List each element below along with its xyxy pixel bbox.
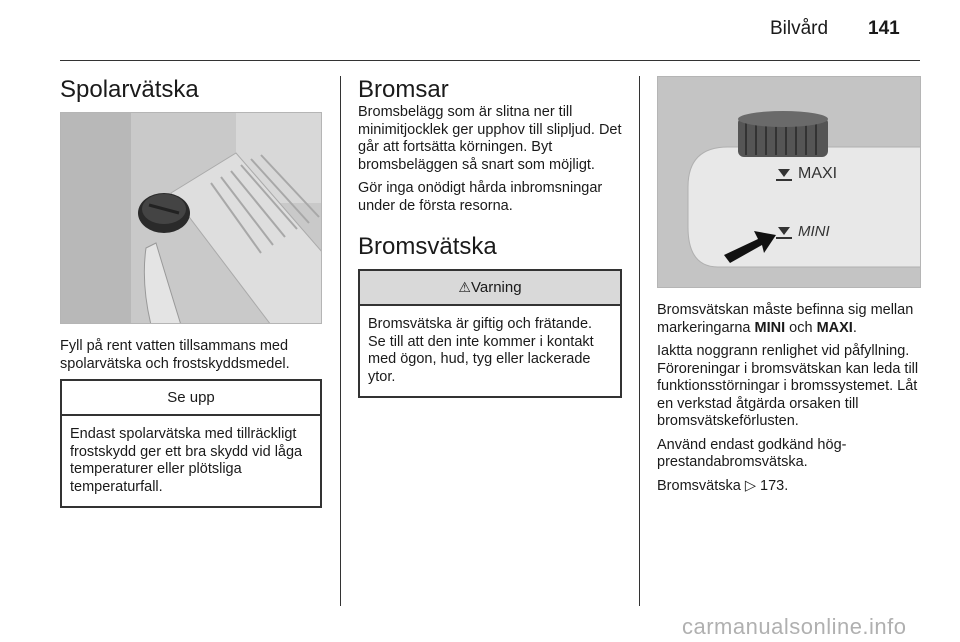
caution-title: Se upp — [62, 381, 320, 416]
mini-mark: MINI — [754, 319, 786, 336]
brakes-paragraph-2: Gör inga onödigt hårda inbromsningar under de första resorna. — [358, 180, 603, 214]
maxi-label: MAXI — [798, 165, 838, 182]
column-washer-fluid — [60, 76, 322, 508]
page-number: 141 — [868, 18, 900, 39]
page-reference — [657, 478, 921, 496]
caution-body: Endast spolarvätska med tillräckligt frostskydd ger ett bra skydd vid låga temperaturer eller plötsliga temperaturfall. — [70, 426, 303, 495]
washer-fluid-heading: Spolarvätska — [60, 76, 199, 103]
header-divider — [60, 60, 920, 61]
washer-reservoir-illustration — [61, 113, 322, 324]
level-text-and: och — [785, 319, 817, 336]
washer-fluid-instruction: Fyll på rent vatten tillsammans med spolarvätska och frostskyddsmedel. — [60, 338, 290, 372]
cleanliness-paragraph: Iaktta noggrann renlighet vid påfyllning. Föroreningar i bromsvätskan kan leda till funktionsstörningar i bromssystemet. Låt en verkstad åtgärda orsaken till bromsvätskeförlusten. — [657, 343, 919, 429]
brake-fluid-level-paragraph — [657, 302, 921, 337]
level-text: Bromsvätskan måste befinna sig mellan markeringarna — [657, 302, 914, 336]
column-divider-2 — [639, 76, 640, 606]
approved-fluid-paragraph: Använd endast godkänd högprestandabromsvätska. — [657, 436, 847, 470]
brake-reservoir-illustration — [658, 77, 921, 288]
column-divider-1 — [340, 76, 341, 606]
reference-page-link[interactable]: 173. — [760, 477, 789, 494]
warning-body: Bromsvätska är giftig och frätande. Se till att den inte kommer i kontakt med ögon, hud, tyg eller lackerade ytor. — [368, 316, 594, 385]
brakes-heading: Bromsar — [358, 76, 449, 103]
warning-triangle-icon: ⚠ — [458, 279, 471, 295]
reference-arrow-icon: ▷ — [744, 477, 756, 494]
column-brake-fluid-level — [657, 76, 921, 501]
washer-fluid-photo — [60, 112, 322, 324]
warning-box — [358, 269, 622, 398]
watermark: carmanualsonline.info — [682, 614, 907, 639]
maxi-mark: MAXI — [816, 319, 853, 336]
warning-title: Varning — [470, 279, 522, 296]
column-brakes — [358, 76, 622, 398]
brake-fluid-heading: Bromsvätska — [358, 233, 497, 260]
brakes-paragraph-1: Bromsbelägg som är slitna ner till minimitjocklek ger upphov till slipljud. Det går att fortsätta körningen. Byt bromsbeläggen så snart som möjligt. — [358, 104, 622, 173]
section-title: Bilvård — [770, 18, 829, 39]
reference-text: Bromsvätska — [657, 477, 741, 494]
mini-label: MINI — [798, 223, 830, 240]
warning-header — [360, 271, 620, 306]
level-text-end: . — [852, 319, 857, 336]
caution-box — [60, 379, 322, 508]
brake-fluid-reservoir-photo — [657, 76, 921, 288]
